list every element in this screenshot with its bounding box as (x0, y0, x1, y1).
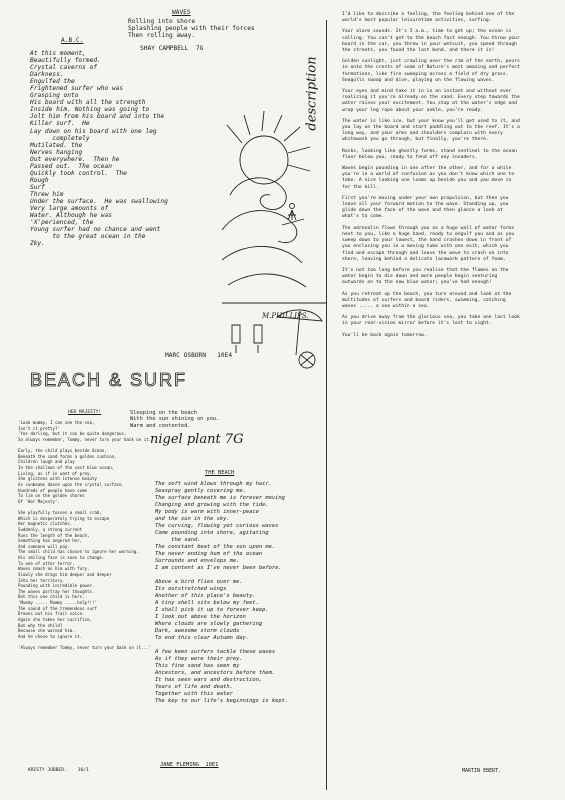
desc-paragraph: The water is like ice, but your know you'll get used to it, and you lay on the board and start paddling out to the reef. It's a long way, and your arms and shoulders complain with every whitewash you go through, but finally, you're there. (342, 118, 520, 143)
description-byline: MARTIN EBERT. (462, 768, 502, 774)
the-beach-byline: JANE FLEMING 10E1 (160, 762, 219, 768)
waves-byline: SHAY CAMPBELL 7G (140, 45, 204, 52)
sleeping-poem: Sleeping on the beach With the sun shining on you. Warm and contented. (130, 410, 220, 429)
abc-byline: MARC OSBORN 10E4 (165, 352, 233, 359)
beach-and-surf-banner (30, 370, 230, 391)
desc-paragraph: You'll be back again tomorrow. (342, 332, 427, 338)
desc-paragraph: Your alarm sounds. It's 5 a.m., time to get up; the ocean is calling. You can't get to the beach fast enough. You throw your board in the car, you throw in your wetsuit, you speed through the streets, you found the last bend, and there it is! (342, 29, 520, 54)
waves-title: WAVES (172, 9, 191, 16)
desc-paragraph: I'd like to describe a feeling, the feeling behind one of the world's most popular leisuretime activities, surfing. (342, 12, 515, 24)
signature-nigel: nigel plant 7G (150, 432, 244, 447)
majesty-poem: 'Look mummy, I can see the sea, Isn't it pretty?' 'Yes darling, but it can be quite dangerous, So always remember, Tommy, never turn your back on it.' Early, the child plays beside Ocean, Beneath the sand forms a golden cushion, Children laugh and play In the shallows of the vast blue ocean, Living, as if in want of prey. She glistens with intense beauty As sunbeams dance upon the crystal surface. Hundreds of people have come To lie on the golden shores Of 'Her Majesty'. She playfully tosses a small crab, Which is desperately trying to escape Her magnetic clutches. Suddenly, a strong current Runs the length of the beach, Something has angered her, And someone will pay. The small child has chosen to ignore her warning. His smiling face is soon to change. To one of utter terror. Waves smash on him with fury. Slowly she drags him deeper and deeper Into her territory. Pounding with incredible power. The waves portray her thoughts. But this one child is hers. 'Mummy ..... Mummy .....help!!!' The sound of the tremendous surf Drowns out his frail voice. Again she takes her sacrifice, But why the child? Because she warned him. And he chose to ignore it. 'Always remember Tommy, never turn your back on it...' (18, 420, 154, 650)
the-beach-poem: The soft wind blows through my hair. Seaspray gently covering me. The surface beneath me is forever moving Changing and growing with the tide. My body is warm with inner-peace and the sun in the sky. The curving, flowing yet curious waves Come pounding into shore, agitating the sand. The constant beat of the sun upon me. The never ending hum of the ocean Surrounds and envelops me. I am content as I've never been before. Above a bird flies over me. Its outstretched wings Another of this place's beauty. A tiny shell sits below my feet. I shall pick it up to forever keep. I look out above the horizon Where clouds are slowly gathering Dark, awesome storm clouds To end this clear Autumn day. A few keen surfers tackle these waves As if they were their prey. This fine sand has seen my Ancestors, and ancestors before them. It has seen wars and destruction, Years of life and death. Together with this water The key to our life's beginnings is kept. (155, 481, 289, 704)
description-text (342, 12, 522, 344)
banner-text: BEACH & SURF (30, 370, 188, 390)
abc-poem: At this moment, Beautifully formed. Crystal caverns of Darkness. Engulfed the Frightened surfer who was Grasping onto His board with all the strength Inside him. Nothing was going to Jolt him from his board and into the Killer surf. He Lay down on his board with one leg completely Mutilated. the Nerves hanging Out everywhere. Then he Passed out. The ocean Quickly took control. The Rough Surf Threw him Under the surface. He was swallowing Very large amounts of Water. Although he was 'X'perienced, the Young surfer had no chance and went to the great ocean in the Zky. (30, 50, 168, 248)
abc-title: A.B.C. (61, 37, 84, 44)
desc-paragraph: As you retreat up the beach, you turn around and look at the multitudes of surfers and board riders, swimming, catching waves ..... a sea within a sea. (342, 291, 512, 309)
desc-paragraph: Your eyes and mind take it in in an instant and without ever realizing it you're already on the sand. Every step towards the water raises your excitement. You stop at the water's edge and wrap your leg rope about your ankle, you're ready. (342, 89, 520, 113)
desc-paragraph: As you drive away from the glorious sea, you take one last look in your rear-vision mirror before it's lost to sight. (342, 315, 520, 327)
description-side-label: description (304, 56, 320, 131)
drawing-signature: M.PHILLIPS. (262, 312, 309, 320)
desc-paragraph: Golden sunlight, just crawling over the rim of the earth, pours in onto the crests of some of Nature's most amazing and perfect formations, like fire sweeping across a field of dry grass. Seagulls swoop and dive, playing on the flowing waves. (342, 59, 520, 83)
description-side-title (304, 40, 343, 150)
desc-paragraph: Rocks, looking like ghostly forms, stand sentinel to the ocean floor below you, ready to fend off any invaders. (342, 148, 517, 160)
desc-paragraph: The adrenalin flows through you as a huge wall of water forms next to you, like a huge hand, ready to engulf you and as you sweep down to your lowest, the hand crashes down in front of you enclosing you in a moving tube with one exit, which you find and escape through and leave the wave to crash on into shore, leaving behind a delicate lacework pattern of foam. (342, 225, 515, 262)
desc-paragraph: Waves begin pounding in one after the other, and for a while you're in a world of confusion as you don't know which one to take. A nice looking one looms up beside you and you move in for the kill. (342, 166, 515, 190)
the-beach-title: THE BEACH (205, 470, 235, 476)
majesty-byline: KRISTY JOBBER. 10/1 (28, 768, 89, 773)
desc-paragraph: It's not too long before you realise that the flames on the water begin to die down and more people begin venturing outwards on to the now blue water; you've had enough! (342, 267, 509, 286)
desc-paragraph: First you're moving under your own propulsion, but then you leave all your forward motion to the wave. Standing up, you glide down the face of the wave and then glance a look at what's to come. (342, 195, 509, 220)
waves-poem: Rolling into shore Splashing people with their forces Then rolling away. (128, 18, 255, 40)
majesty-title: HER MAJESTY! (68, 410, 102, 415)
